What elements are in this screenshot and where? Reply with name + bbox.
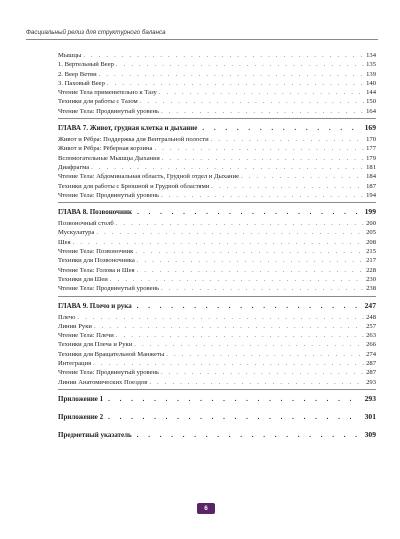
appendix-title: Приложение 2 (58, 412, 104, 421)
leader-dots (241, 172, 364, 181)
toc-entry-label: Чтение Тела применительно к Тазу (58, 89, 157, 97)
appendix-page: 293 (364, 393, 376, 403)
appendix-heading[interactable] (58, 393, 376, 404)
leader-dots (161, 191, 364, 200)
toc-entry-label: Чтение Тела: Продвинутый уровень (58, 191, 160, 199)
toc-entry-label: Чтение Тела: Голова и Шея (58, 266, 135, 274)
toc-entry-label: Шея (58, 238, 71, 246)
toc-entry-label: Живот и Рёбра: Рёберная корзина (58, 145, 153, 153)
chapter-page: 247 (364, 300, 376, 310)
toc-entry-page: 215 (366, 248, 376, 256)
toc-entry-page: 274 (366, 350, 376, 358)
running-header: Фасциальный релиз для структурного баланса (26, 29, 378, 40)
leader-dots (108, 412, 359, 422)
toc-entry[interactable] (58, 368, 376, 377)
toc-entry-page: 179 (366, 154, 376, 162)
leader-dots (211, 135, 364, 144)
toc-chapter-9 (58, 296, 376, 387)
toc-entry[interactable] (58, 219, 376, 228)
toc-entry[interactable] (58, 191, 376, 200)
toc-entry-page: 135 (366, 61, 376, 69)
toc-appendices (58, 389, 376, 440)
leader-dots (137, 266, 365, 275)
toc-entry-page: 266 (366, 341, 376, 349)
toc-entry[interactable] (58, 51, 376, 60)
leader-dots (94, 322, 364, 331)
leader-dots (154, 144, 364, 153)
chapter-heading[interactable] (58, 206, 376, 217)
leader-dots (99, 70, 364, 79)
toc-entry[interactable] (58, 97, 376, 106)
toc-entry-label: Чтение Тела: Плечи (58, 332, 114, 340)
toc-entry-page: 139 (366, 70, 376, 78)
toc-entry[interactable] (58, 238, 376, 247)
chapter-heading[interactable] (58, 300, 376, 311)
toc-chapter-8 (58, 202, 376, 293)
toc-entry-page: 263 (366, 332, 376, 340)
toc-entry[interactable] (58, 275, 376, 284)
toc-entry-page: 217 (366, 257, 376, 265)
toc-entry-label: Чтение Тела: Продвинутый уровень (58, 285, 160, 293)
appendix-title: Приложение 1 (58, 394, 104, 403)
leader-dots (162, 154, 364, 163)
leader-dots (93, 359, 364, 368)
leader-dots (116, 219, 364, 228)
toc-entry-page: 228 (366, 266, 376, 274)
leader-dots (161, 107, 364, 116)
toc-entry[interactable] (58, 266, 376, 275)
index-heading[interactable] (58, 429, 376, 440)
toc-entry[interactable] (58, 359, 376, 368)
appendix-heading[interactable] (58, 411, 376, 422)
toc-entry-label: Диафрагма (58, 163, 90, 171)
toc-entry-page: 205 (366, 229, 376, 237)
toc-entry[interactable] (58, 350, 376, 359)
toc-entry-page: 194 (366, 191, 376, 199)
toc-entry[interactable] (58, 88, 376, 97)
leader-dots (96, 228, 364, 237)
leader-dots (137, 430, 360, 440)
toc-entry-page: 230 (366, 275, 376, 283)
leader-dots (137, 301, 360, 311)
leader-dots (137, 207, 360, 217)
table-of-contents (58, 51, 376, 447)
chapter-title: ГЛАВА 7. Живот, грудная клетка и дыхание (58, 124, 198, 133)
chapter-title: ГЛАВА 8. Позвоночник (58, 208, 133, 217)
toc-entry[interactable] (58, 247, 376, 256)
toc-entry-label: Чтение Тела: Позвоночник (58, 248, 134, 256)
toc-entry-page: 177 (366, 145, 376, 153)
chapter-heading[interactable] (58, 122, 376, 133)
toc-entry-page: 257 (366, 322, 376, 330)
leader-dots (116, 331, 364, 340)
toc-entry[interactable] (58, 378, 376, 387)
toc-entry-label: Плечо (58, 313, 76, 321)
toc-entry-label: Мышцы (58, 52, 82, 59)
leader-dots (135, 247, 364, 256)
toc-entry-label: Вспомогательные Мышцы Дыхания (58, 154, 160, 162)
chapter-title: ГЛАВА 9. Плечо и рука (58, 301, 132, 310)
toc-entry-page: 170 (366, 136, 376, 144)
toc-entry-page: 238 (366, 285, 376, 293)
toc-entry-page: 208 (366, 238, 376, 246)
toc-entry[interactable] (58, 154, 376, 163)
toc-entry-label: Техники для работы с Брюшной и Грудной областями (58, 182, 210, 190)
leader-dots (211, 182, 364, 191)
index-page: 309 (364, 429, 376, 439)
leader-dots (91, 163, 364, 172)
toc-entry-page: 181 (366, 163, 376, 171)
chapter-page: 169 (364, 123, 376, 133)
toc-entry[interactable] (58, 340, 376, 349)
toc-entry-page: 184 (366, 173, 376, 181)
toc-entry-label: Мускулатура (58, 229, 95, 237)
toc-entry-page: 150 (366, 98, 376, 106)
toc-entry-label: Техники для Вращательной Манжеты (58, 350, 165, 358)
toc-entry-label: Чтение Тела: Продвинутый уровень (58, 369, 160, 377)
leader-dots (110, 275, 364, 284)
toc-entry-page: 200 (366, 220, 376, 228)
toc-entry[interactable] (58, 256, 376, 265)
toc-entry-label: Техники для Позвоночника (58, 257, 135, 265)
leader-dots (159, 88, 364, 97)
toc-entry-label: Техники для Плеча и Руки (58, 341, 133, 349)
toc-entry-label: Позвоночный столб (58, 220, 114, 228)
toc-entry[interactable] (58, 313, 376, 322)
toc-entry-label: Линии Руки (58, 322, 92, 330)
toc-entry[interactable] (58, 79, 376, 88)
leader-dots (161, 368, 364, 377)
toc-entry-page: 293 (366, 378, 376, 386)
toc-entry-label: Чтение Тела: Абдоминальная область, Грудной отдел и Дыхание (58, 173, 240, 181)
toc-entry-label: Живот и Рёбра: Поддержка для Вентральной полости (58, 136, 209, 144)
toc-entry-label: Техники для Шеи (58, 275, 108, 283)
toc-entry[interactable] (58, 70, 376, 79)
toc-entry[interactable] (58, 163, 376, 172)
toc-entry-label: 2. Веер Ветви (58, 70, 97, 78)
toc-entry-page: 134 (366, 52, 376, 59)
leader-dots (134, 340, 364, 349)
toc-entry-label: 3. Паховый Веер (58, 79, 105, 87)
toc-entry[interactable] (58, 331, 376, 340)
toc-entry-page: 187 (366, 182, 376, 190)
toc-entry-label: Техники для работы с Тазом (58, 98, 138, 106)
toc-entry[interactable] (58, 182, 376, 191)
toc-entry[interactable] (58, 135, 376, 144)
leader-dots (149, 378, 364, 387)
toc-entry-page: 287 (366, 369, 376, 377)
toc-entry[interactable] (58, 284, 376, 293)
index-title: Предметный указатель (58, 430, 132, 439)
toc-entry-label: Чтение Тела: Продвинутый уровень (58, 107, 160, 115)
chapter-page: 199 (364, 207, 376, 217)
leader-dots (77, 313, 364, 322)
toc-entry[interactable] (58, 228, 376, 237)
leader-dots (116, 60, 364, 69)
toc-entry-page: 144 (366, 89, 376, 97)
toc-entry-page: 248 (366, 313, 376, 321)
toc-entry[interactable] (58, 107, 376, 116)
leader-dots (108, 394, 359, 404)
toc-entry-label: 1. Вертельный Веер (58, 61, 114, 69)
leader-dots (166, 350, 364, 359)
toc-entry[interactable] (58, 322, 376, 331)
page-number-badge: 6 (197, 503, 215, 514)
toc-entry-page: 140 (366, 79, 376, 87)
leader-dots (73, 238, 364, 247)
leader-dots (140, 97, 364, 106)
toc-entry[interactable] (58, 60, 376, 69)
toc-entry-page: 287 (366, 360, 376, 368)
leader-dots (202, 123, 359, 133)
toc-entry-page: 164 (366, 107, 376, 115)
toc-entry-label: Интеграция (58, 360, 92, 368)
toc-block-pelvis (58, 51, 376, 116)
toc-entry[interactable] (58, 172, 376, 181)
toc-chapter-7 (58, 118, 376, 200)
leader-dots (83, 51, 364, 60)
toc-entry-label: Линии Анатомических Поездов (58, 378, 148, 386)
leader-dots (161, 284, 364, 293)
leader-dots (107, 79, 364, 88)
leader-dots (137, 256, 364, 265)
toc-entry[interactable] (58, 144, 376, 153)
appendix-page: 301 (364, 411, 376, 421)
